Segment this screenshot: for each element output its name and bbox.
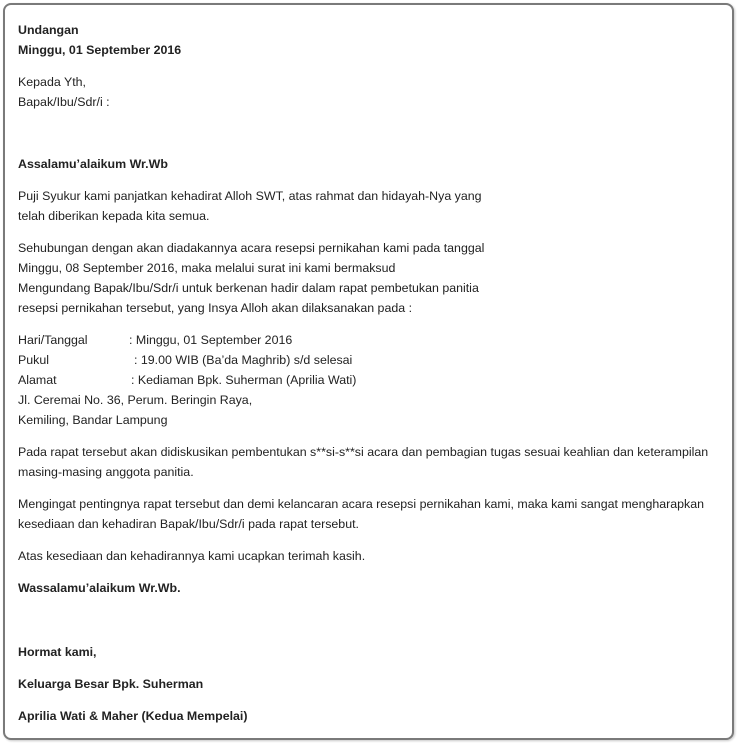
detail-row — [18, 330, 728, 350]
closing: Wassalamu’alaikum Wr.Wb. — [18, 581, 181, 595]
paragraph-line: telah diberikan kepada kita semua. — [18, 209, 210, 223]
paragraph-line: Puji Syukur kami panjatkan kehadirat Alloh SWT, atas rahmat dan hidayah-Nya yang — [18, 189, 482, 203]
detail-label: Alamat — [18, 373, 57, 387]
paragraph-line: Mengingat pentingnya rapat tersebut dan demi kelancaran acara resepsi pernikahan kami, maka kami sangat mengharapkan — [18, 497, 705, 511]
recipient-line: Bapak/Ibu/Sdr/i : — [18, 95, 110, 109]
paragraph-line: Pada rapat tersebut akan didiskusikan pembentukan s**si-s**si acara dan pembagian tugas sesuai keahlian dan keterampilan — [18, 445, 709, 459]
detail-value: : Kediaman Bpk. Suherman (Aprilia Wati) — [131, 373, 357, 387]
address-line: Jl. Ceremai No. 36, Perum. Beringin Raya, — [18, 393, 253, 407]
paragraph-line: masing-masing anggota panitia. — [18, 465, 194, 479]
detail-value: : 19.00 WIB (Ba’da Maghrib) s/d selesai — [134, 353, 353, 367]
invitation-letter — [18, 20, 728, 726]
paragraph-line: kesediaan dan kehadiran Bapak/Ibu/Sdr/i pada rapat tersebut. — [18, 517, 359, 531]
couple-names: Aprilia Wati & Maher (Kedua Mempelai) — [18, 709, 248, 723]
detail-row — [18, 350, 728, 370]
sign-intro: Hormat kami, — [18, 645, 97, 659]
paragraph-line: Mengundang Bapak/Ibu/Sdr/i untuk berkenan hadir dalam rapat pembetukan panitia — [18, 281, 479, 295]
detail-label: Pukul — [18, 353, 49, 367]
paragraph-line: Atas kesediaan dan kehadirannya kami ucapkan terimah kasih. — [18, 549, 366, 563]
detail-row — [18, 370, 728, 390]
letter-title: Undangan — [18, 23, 79, 37]
detail-value: : Minggu, 01 September 2016 — [129, 333, 293, 347]
address-line: Kemiling, Bandar Lampung — [18, 413, 168, 427]
document-frame — [3, 3, 734, 740]
paragraph-line: resepsi pernikahan tersebut, yang Insya Alloh akan dilaksanakan pada : — [18, 301, 413, 315]
paragraph-line: Sehubungan dengan akan diadakannya acara resepsi pernikahan kami pada tanggal — [18, 241, 485, 255]
letter-date: Minggu, 01 September 2016 — [18, 43, 182, 57]
detail-label: Hari/Tanggal — [18, 333, 88, 347]
paragraph-line: Minggu, 08 September 2016, maka melalui surat ini kami bermaksud — [18, 261, 396, 275]
family-name: Keluarga Besar Bpk. Suherman — [18, 677, 204, 691]
greeting: Assalamu’alaikum Wr.Wb — [18, 157, 168, 171]
recipient-line: Kepada Yth, — [18, 75, 86, 89]
